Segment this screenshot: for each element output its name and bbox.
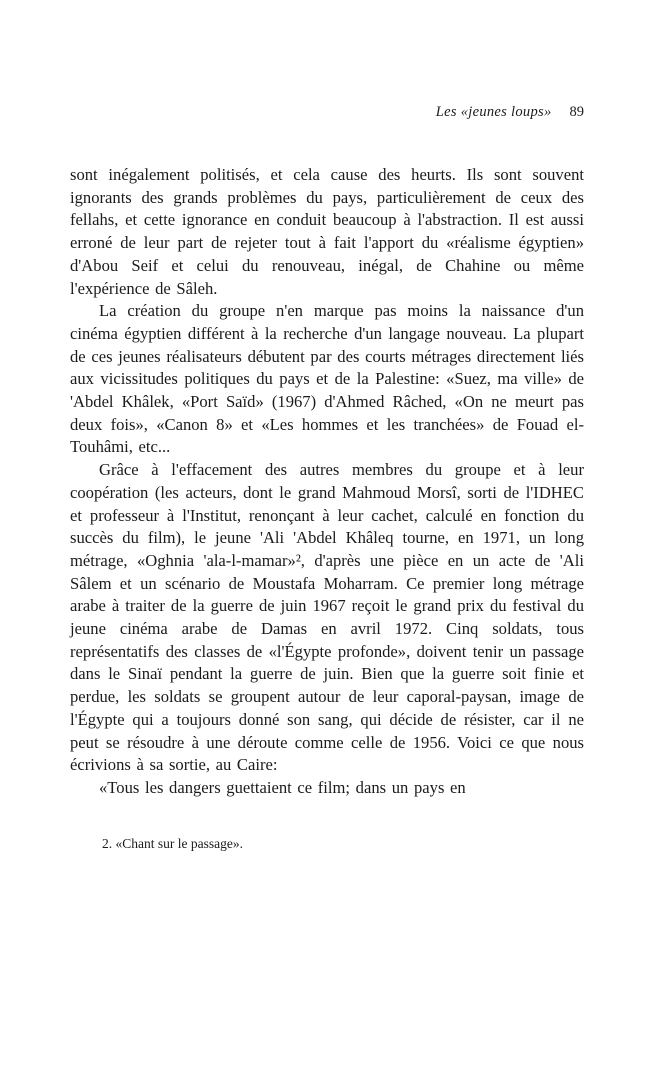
running-head (70, 104, 584, 121)
page-number: 89 (569, 104, 584, 120)
body-text (70, 164, 584, 800)
running-title: Les «jeunes loups» (435, 104, 552, 120)
paragraph: La création du groupe n'en marque pas moins la naissance d'un cinéma égyptien différent à la recherche d'un langage nouveau. La plupart de ces jeunes réalisateurs débutent par des courts métrages directement liés aux vicissitudes politiques du pays et de la Palestine: «Suez, ma ville» de 'Abdel Khâlek, «Port Saïd» (1967) d'Ahmed Râched, «On ne meurt pas deux fois», «Canon 8» et «Les hommes et les tranchées» de Fouad el-Touhâmi, etc... (70, 301, 584, 457)
paragraph: «Tous les dangers guettaient ce film; dans un pays en (99, 777, 466, 797)
paragraph: sont inégalement politisés, et cela cause des heurts. Ils sont souvent ignorants des grands problèmes du pays, particulièrement de ceux des fellahs, et cette ignorance en conduit beaucoup à l'abstraction. Il est aussi erroné de leur part de rejeter tout à fait l'apport du «réalisme égyptien» d'Abou Seif et celui du renouveau, inégal, de Chahine ou même l'expérience de Sâleh. (70, 165, 584, 298)
footnote: 2. «Chant sur le passage». (102, 835, 243, 851)
paragraph: Grâce à l'effacement des autres membres du groupe et à leur coopération (les acteurs, dont le grand Mahmoud Morsî, sorti de l'IDHEC et professeur à l'Institut, renonçant à leur cachet, calculé en fonction du succès du film), le jeune 'Ali 'Abdel Khâleq tourne, en 1971, un long métrage, «Oghnia 'ala-l-mamar»², d'après une pièce en un acte de 'Ali Sâlem et un scénario de Moustafa Moharram. Ce premier long métrage arabe à traiter de la guerre de juin 1967 reçoit le grand prix du festival du jeune cinéma arabe de Damas en avril 1972. Cinq soldats, tous représentatifs des classes de «l'Égypte profonde», doivent tenir un passage dans le Sinaï pendant la guerre de juin. Bien que la guerre soit finie et perdue, les soldats se groupent autour de leur caporal-paysan, image de l'Égypte qui a toujours donné son sang, qui décide de résister, car il ne peut se résoudre à une déroute comme celle de 1956. Voici ce que nous écrivions à sa sortie, au Caire: (70, 460, 584, 775)
